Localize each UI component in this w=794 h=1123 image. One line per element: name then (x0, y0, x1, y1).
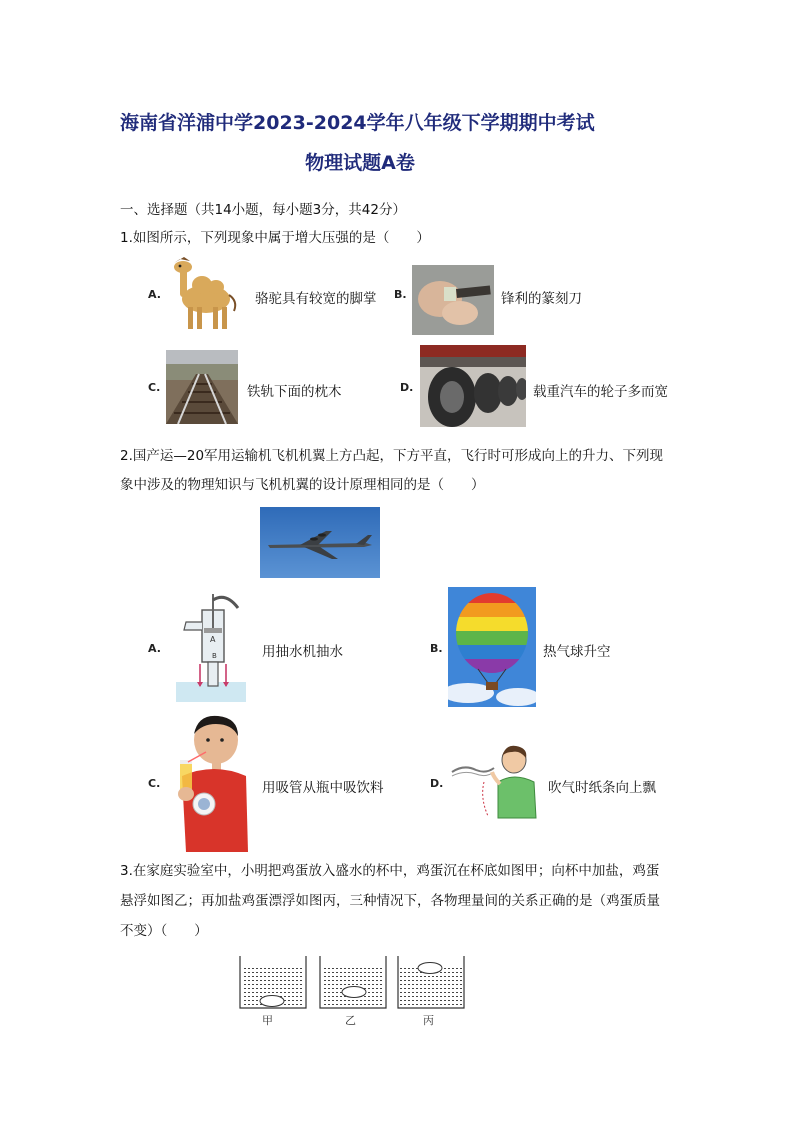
q2-stem-line2: 象中涉及的物理知识与飞机机翼的设计原理相同的是（ ） (120, 477, 485, 493)
section-heading: 一、选择题（共14小题，每小题3分，共42分） (120, 202, 406, 218)
exam-title-line1: 海南省洋浦中学2023-2024学年八年级下学期期中考试 (120, 112, 595, 134)
railway-image (166, 350, 238, 424)
boy-straw-image (176, 712, 248, 852)
q3-stem-line2: 悬浮如图乙；再加盐鸡蛋漂浮如图丙，三种情况下，各物理量间的关系正确的是（鸡蛋质量 (120, 893, 660, 909)
q2-option-c-letter: C. (148, 777, 161, 790)
exam-title-line2: 物理试题A卷 (305, 152, 415, 174)
q1-option-a-letter: A. (148, 288, 161, 301)
truck-wheels-image (420, 345, 526, 427)
q2-option-a-letter: A. (148, 642, 161, 655)
q1-option-b-letter: B. (394, 288, 407, 301)
q2-option-b-text: 热气球升空 (543, 644, 611, 660)
cup-label-2: 乙 (345, 1014, 356, 1027)
q2-stem-line1: 2.国产运—20军用运输机飞机机翼上方凸起，下方平直，飞行时可形成向上的升力、下列现 (120, 448, 664, 464)
pump-label-a: A (210, 635, 216, 644)
water-pump-image (176, 590, 246, 702)
q2-option-d-letter: D. (430, 777, 444, 790)
q1-option-a-text: 骆驼具有较宽的脚掌 (255, 291, 377, 307)
q1-option-b-text: 锋利的篆刻刀 (501, 291, 582, 307)
hot-air-balloon-image (448, 587, 536, 707)
q2-option-c-text: 用吸管从瓶中吸饮料 (262, 780, 384, 796)
q3-stem-line1: 3.在家庭实验室中，小明把鸡蛋放入盛水的杯中，鸡蛋沉在杯底如图甲；向杯中加盐，鸡蛋 (120, 863, 660, 879)
q1-option-d-letter: D. (400, 381, 414, 394)
q2-option-d-text: 吹气时纸条向上飘 (548, 780, 656, 796)
q2-option-a-text: 用抽水机抽水 (262, 644, 343, 660)
pump-label-b: B (212, 652, 217, 660)
cup-label-3: 丙 (423, 1014, 434, 1027)
q1-stem: 1.如图所示，下列现象中属于增大压强的是（ ） (120, 230, 430, 246)
cup-label-1: 甲 (262, 1014, 273, 1027)
airplane-image (260, 507, 380, 578)
q3-stem-line3: 不变）（ ） (120, 923, 208, 939)
carving-knife-image (412, 265, 494, 335)
q1-option-c-text: 铁轨下面的枕木 (247, 384, 342, 400)
blowing-paper-image (450, 742, 540, 824)
q1-option-c-letter: C. (148, 381, 161, 394)
q1-option-d-text: 载重汽车的轮子多而宽 (533, 384, 668, 400)
camel-image (166, 255, 242, 335)
q2-option-b-letter: B. (430, 642, 443, 655)
